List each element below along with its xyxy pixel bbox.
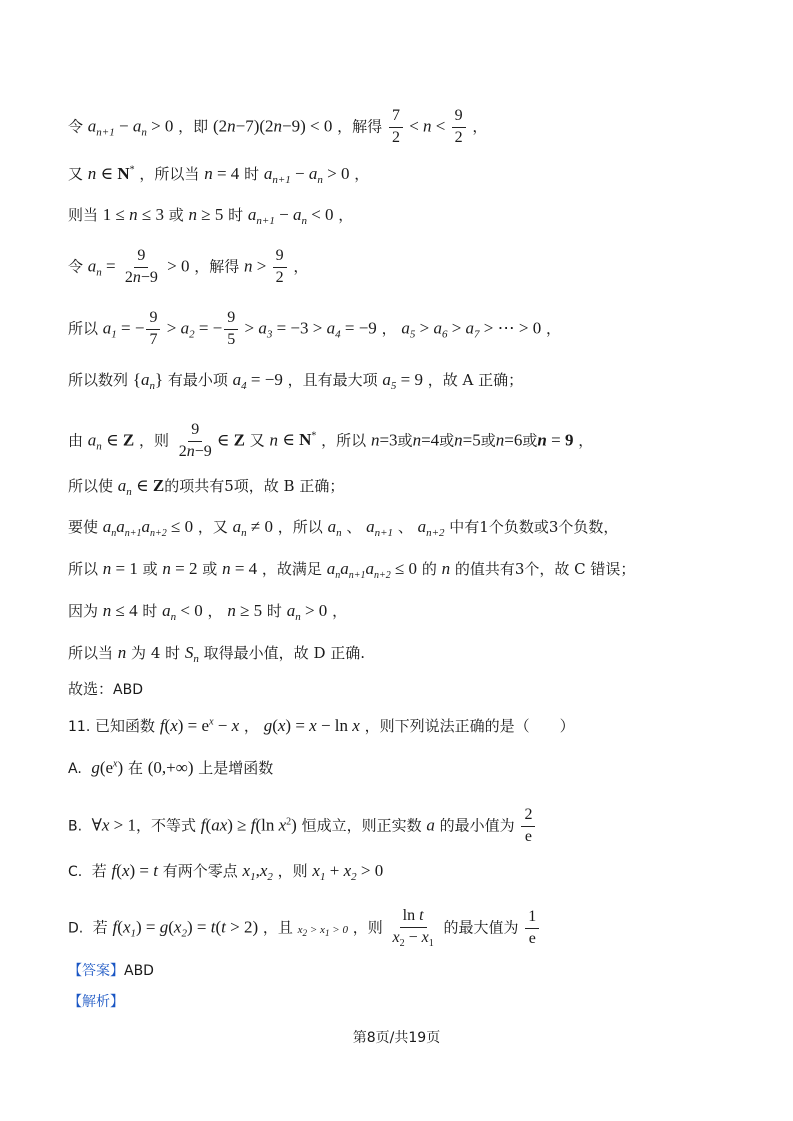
option-d: D. 若 $f(x_1) = g(x_2) = t(t > 2)$ ，且 $x_2 > x_1 > 0$ ，则 $\frac{\text{ln t}}{x_2 - x_1}$ 的最大值为 $\frac{1}{e}$ [68,908,541,949]
page-footer: 第8页/共19页 [352,1030,441,1046]
fraction: $\frac{9}{2n-9}$ [178,421,212,460]
answer-line [68,963,154,978]
analysis-label: 【解析】 [68,994,124,1010]
fraction: $\frac{\text{ln t}}{x_2 - x_1}$ [392,907,434,949]
choice-summary: 故选：ABD [68,680,143,698]
fraction: $\frac{9}{7}$ [146,310,160,349]
fraction: $\frac{7}{2}$ [389,108,403,147]
fraction: $\frac{9}{2}$ [452,108,466,147]
option-c: C. 若 f(x) = t 有两个零点 $x_1,x_2$ ，则 $x_1 + x_2 > 0$ [68,861,384,883]
solution-line-7: 由 $a_n$ ∈ Z ，则 $\frac{9}{2n-9}$ ∈ Z 又 n ∈ N* ，所以 n=3或n=4或n=5或n=6或n = 9 ， [68,421,594,460]
solution-line-4: 令 $a_n$ = $\frac{9}{2n-9}$ > 0 ，解得 n > $\frac{9}{2}$ ， [68,247,309,286]
solution-line-5: 所以 $a_1$ = − $\frac{9}{7}$ > $a_2$ = − $\frac{9}{5}$ > $a_3 = -3 > a_4 = -9$ ， $a_5 > a_6 > a_7$ > ⋯ > 0 ， [68,309,561,348]
option-a: A. $g(e^x)$ 在 (0,+∞) 上是增函数 [68,758,274,777]
solution-line-8: 所以使 $a_n$ ∈ Z的项共有5项，故 B 正确； [68,476,345,498]
solution-line-3: 则当 1 ≤ n ≤ 3 或 n ≥ 5 时 $a_{n+1} - a_n < 0$ ， [68,205,354,227]
solution-line-9: 要使 $a_na_{n+1}a_{n+2} \le 0$ ，又 $a_n \ne 0$ ，所以 $a_n$ 、 $a_{n+1}$ 、 $a_{n+2}$ 中有1个负数或3个负数， [68,517,619,539]
solution-line-10: 所以 n = 1 或 n = 2 或 n = 4 ，故满足 $a_na_{n+1}a_{n+2} \le 0$ 的 n 的值共有3个，故 C 错误； [68,559,636,581]
solution-line-2: 又 n ∈ N* ，所以当 n = 4 时 $a_{n+1} - a_n > 0$ ， [68,164,370,186]
option-b: B. ∀x > 1，不等式 f(ax) ≥ f(ln $x^2$) 恒成立，则正实数 a 的最小值为 $\frac{2}{e}$ [68,807,537,846]
answer-value: ABD [124,963,154,979]
solution-line-11: 因为 n ≤ 4 时 $a_n < 0$ ， n ≥ 5 时 $a_n > 0$ ， [68,601,348,623]
fraction: $\frac{9}{5}$ [224,310,238,349]
fraction: $\frac{2}{e}$ [521,807,535,846]
fraction: $\frac{9}{2n-9}$ [124,247,158,286]
answer-label: 【答案】 [68,963,124,979]
fraction: $\frac{9}{2}$ [273,248,287,287]
question-11-stem: 11. 已知函数 $f(x) = e^x - x$ ， g(x) = x − ln x ，则下列说法正确的是（ ） [68,716,575,735]
fraction: $\frac{1}{e}$ [525,909,539,948]
analysis-line [68,994,124,1009]
solution-line-1: 令 $a_{n+1} - a_n > 0$ ，即 (2n−7)(2n−9) < 0 ，解得 $\frac{7}{2}$ < n < $\frac{9}{2}$ ， [68,107,488,146]
solution-line-6: 所以数列 $\{a_n\}$ 有最小项 $a_4 = -9$ ，且有最大项 $a_5 = 9$ ，故 A 正确； [68,370,524,392]
solution-line-12: 所以当 n 为 4 时 $S_n$ 取得最小值，故 D 正确. [68,643,366,665]
